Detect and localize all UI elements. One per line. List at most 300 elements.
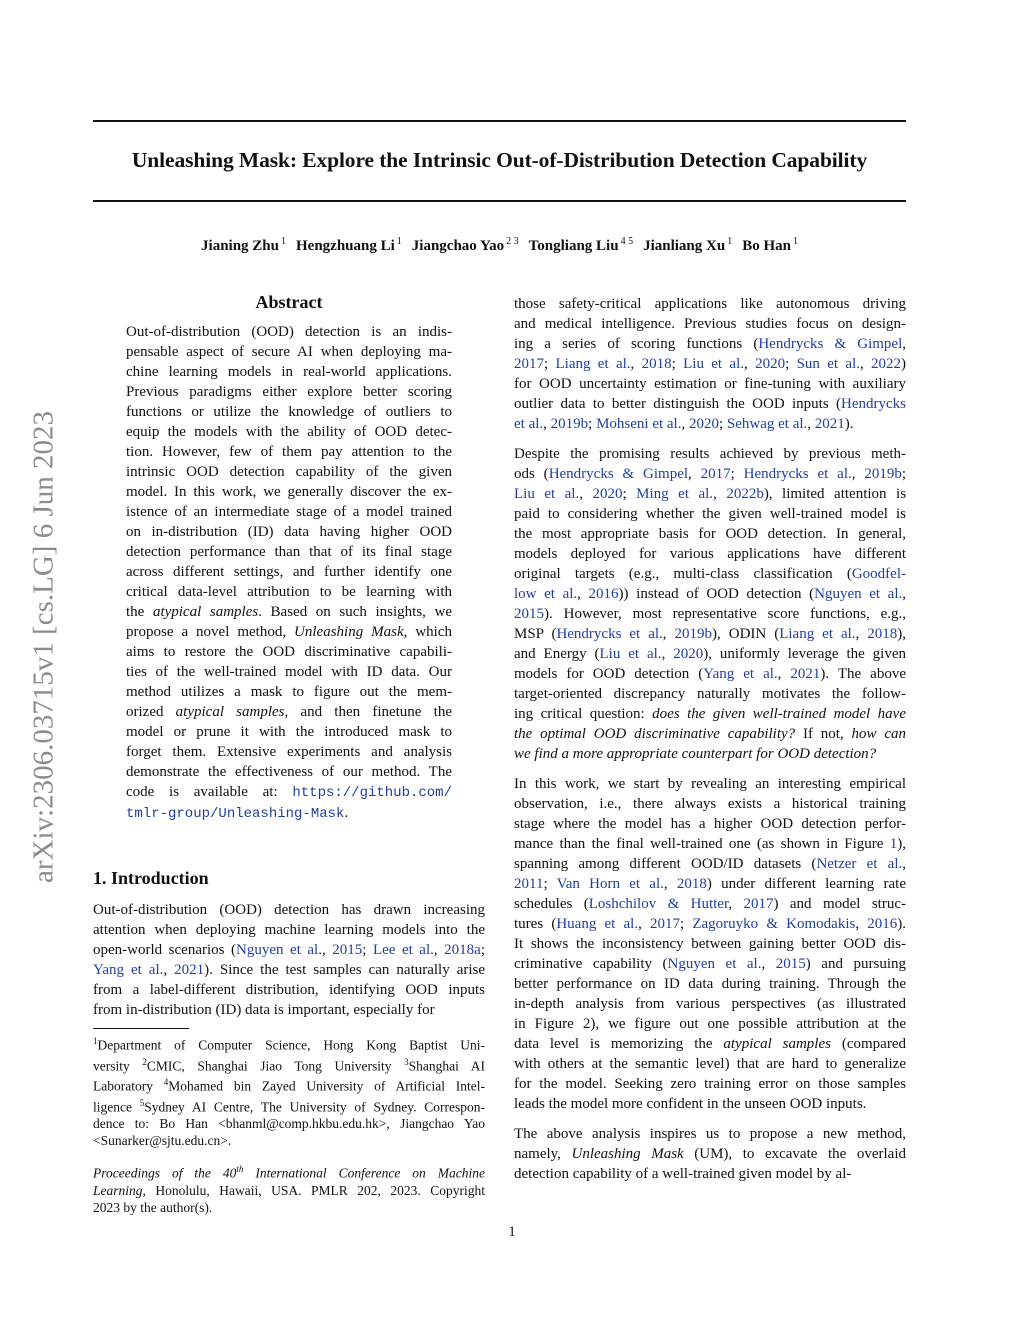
citation-link[interactable]: Yang et al. xyxy=(93,962,164,978)
author-name-text: Tongliang Liu xyxy=(528,238,619,254)
text-line xyxy=(514,684,906,704)
text-segment: ) and model struc- xyxy=(773,896,906,912)
text-segment: , xyxy=(902,586,906,602)
text-segment: intrinsic OOD detection capability of the given xyxy=(126,464,452,480)
citation-link[interactable]: 2020 xyxy=(755,356,786,372)
text-line xyxy=(126,322,452,342)
text-line xyxy=(514,644,906,664)
text-line xyxy=(514,414,906,434)
text-segment: 2023 by the author(s). xyxy=(93,1199,213,1215)
text-segment: stage where the model has a higher OOD detection perfor- xyxy=(514,816,906,832)
text-line xyxy=(514,954,906,974)
text-line xyxy=(514,374,906,394)
author-name xyxy=(529,236,633,255)
footnote-marker: 1 xyxy=(93,1036,98,1046)
italic-text: Unleashing Mask xyxy=(294,624,404,640)
italic-text: the optimal OOD discriminative capability? xyxy=(514,726,796,742)
text-segment: target-oriented discrepancy naturally motivates the follow- xyxy=(514,686,906,702)
author-name xyxy=(643,236,732,255)
text-line xyxy=(514,1094,906,1114)
affiliation-marker: 1 xyxy=(792,236,798,247)
text-segment: propose a novel method, xyxy=(126,624,295,640)
text-segment: , xyxy=(681,416,689,432)
citation-link[interactable]: 2019b xyxy=(550,416,589,432)
text-line xyxy=(514,564,906,584)
text-segment: ; xyxy=(671,356,684,372)
text-segment: . xyxy=(344,805,349,821)
left-column xyxy=(93,290,485,1216)
italic-text: International Conference on Machine xyxy=(243,1165,485,1181)
arxiv-identifier: arXiv:2306.03715v1 [cs.LG] 6 Jun 2023 xyxy=(27,410,60,884)
text-segment: , xyxy=(713,486,727,502)
citation-link[interactable]: Huang et al. xyxy=(556,916,639,932)
body-paragraph xyxy=(514,774,906,1114)
text-segment: attention when deploying machine learning models into the xyxy=(93,922,485,938)
text-segment: Mohamed bin Zayed University of Artificial Intel- xyxy=(168,1078,485,1094)
citation-link[interactable]: Sun et al. xyxy=(796,356,860,372)
text-segment: functions or utilize the knowledge of outliers to xyxy=(126,404,452,420)
citation-link[interactable]: 2015 xyxy=(332,942,363,958)
citation-link[interactable]: 2021 xyxy=(814,416,845,432)
citation-link[interactable]: Hendrycks & Gimpel xyxy=(758,336,903,352)
text-segment: Laboratory xyxy=(93,1078,164,1094)
introduction-paragraph xyxy=(93,900,485,1020)
text-line xyxy=(126,662,452,682)
text-segment: ). However, most representative score functions, e.g., xyxy=(544,606,906,622)
text-line xyxy=(514,464,906,484)
text-segment: models for OOD detection ( xyxy=(514,666,704,682)
text-segment: ; xyxy=(679,916,693,932)
citation-link[interactable]: 2017 xyxy=(700,466,731,482)
author-name-text: Jiangchao Yao xyxy=(411,238,505,254)
text-segment: orized xyxy=(126,704,176,720)
text-segment: ), uniformly leverage the given xyxy=(703,646,907,662)
text-segment: namely, xyxy=(514,1146,572,1162)
author-name xyxy=(412,236,519,255)
text-line xyxy=(126,442,452,462)
text-segment: for OOD uncertainty estimation or fine-tuning with auxiliary xyxy=(514,376,906,392)
text-line xyxy=(514,814,906,834)
citation-link[interactable]: 2020 xyxy=(592,486,623,502)
text-segment: ; xyxy=(362,942,373,958)
text-segment: models deployed for various applications have different xyxy=(514,546,906,562)
footnote-marker: 2 xyxy=(142,1056,147,1067)
citation-link[interactable]: 2019b xyxy=(674,626,713,642)
text-line xyxy=(514,524,906,544)
text-line xyxy=(126,622,452,642)
text-line xyxy=(514,484,906,504)
author-name xyxy=(201,236,286,255)
italic-text: Learning xyxy=(93,1182,143,1198)
text-segment: from in-distribution (ID) data is important, especially for xyxy=(93,1002,435,1018)
text-segment: ; xyxy=(622,486,637,502)
text-line xyxy=(514,1014,906,1034)
citation-link[interactable]: Yang et al. xyxy=(703,666,778,682)
text-segment: , xyxy=(688,466,701,482)
citation-link[interactable]: Van Horn et al. xyxy=(556,876,664,892)
citation-link[interactable]: 2017 xyxy=(649,916,680,932)
code-url-link[interactable]: https://github.com/ xyxy=(292,785,452,801)
text-segment: , xyxy=(433,942,445,958)
footnote-rule xyxy=(93,1028,189,1029)
title-bottom-rule xyxy=(93,200,906,202)
citation-link[interactable]: Lee et al. xyxy=(372,942,434,958)
citation-link[interactable]: et al. xyxy=(514,416,544,432)
text-segment: , xyxy=(902,856,906,872)
citation-link[interactable]: 1 xyxy=(889,836,898,852)
text-segment: Shanghai AI xyxy=(408,1058,485,1073)
text-segment: <Sunarker@sjtu.edu.cn>. xyxy=(93,1133,232,1148)
text-segment: . Based on such insights, we xyxy=(258,604,452,620)
text-segment: ), ODIN ( xyxy=(712,626,780,642)
citation-link[interactable]: 2017 xyxy=(514,356,544,372)
text-segment: the xyxy=(126,604,153,620)
citation-link[interactable]: 2022 xyxy=(871,356,902,372)
text-line xyxy=(126,722,452,742)
text-line xyxy=(514,584,906,604)
text-line xyxy=(93,1199,485,1216)
text-segment: demonstrate the effectiveness of our method. The xyxy=(126,764,452,780)
text-line xyxy=(126,682,452,702)
citation-link[interactable]: Hendrycks et al. xyxy=(743,466,852,482)
text-segment: aims to restore the OOD discriminative capabili- xyxy=(126,644,452,660)
text-segment: forget them. Extensive experiments and analysis xyxy=(126,744,452,760)
citation-link[interactable]: 2018 xyxy=(867,626,898,642)
text-segment: , xyxy=(777,666,791,682)
text-line xyxy=(514,314,906,334)
text-segment: ) under different learning rate xyxy=(706,876,906,892)
affiliations-footnote xyxy=(93,1033,485,1149)
text-line xyxy=(514,544,906,564)
text-segment: ; xyxy=(544,356,556,372)
text-line xyxy=(93,960,485,980)
citation-link[interactable]: 2018 xyxy=(676,876,707,892)
abstract-heading: Abstract xyxy=(255,292,323,312)
footnote-marker: 3 xyxy=(404,1056,409,1067)
text-segment: Department of Computer Science, Hong Kong Baptist Uni- xyxy=(97,1037,485,1053)
text-segment: , xyxy=(543,416,551,432)
text-line xyxy=(514,974,906,994)
text-segment: , xyxy=(577,586,589,602)
text-segment: ligence xyxy=(93,1099,140,1114)
text-line xyxy=(514,394,906,414)
text-line xyxy=(126,542,452,562)
footnote-marker: 5 xyxy=(139,1097,145,1108)
text-segment: open-world scenarios ( xyxy=(93,942,237,958)
author-name-text: Bo Han xyxy=(742,238,791,254)
text-segment: , xyxy=(851,466,865,482)
text-line xyxy=(514,354,906,374)
text-segment: code is available at: xyxy=(126,784,293,800)
text-segment: on in-distribution (ID) data having higher OOD xyxy=(126,524,452,540)
text-segment: ). xyxy=(844,416,854,432)
text-segment: , xyxy=(579,486,593,502)
text-segment: from a label-different distribution, identifying OOD inputs xyxy=(93,982,485,998)
citation-link[interactable]: Netzer et al. xyxy=(816,856,903,872)
text-line xyxy=(514,704,906,724)
text-segment: Despite the promising results achieved by previous meth- xyxy=(514,446,906,462)
text-segment: Out-of-distribution (OOD) detection has drawn increasing xyxy=(93,902,485,918)
citation-link[interactable]: 2020 xyxy=(688,416,719,432)
body-paragraph xyxy=(514,294,906,434)
text-segment: ; xyxy=(730,466,744,482)
text-line xyxy=(126,602,452,622)
text-line xyxy=(514,894,906,914)
text-line xyxy=(514,294,906,314)
text-line xyxy=(514,504,906,524)
citation-link[interactable]: 2022b xyxy=(726,486,764,502)
italic-text: we find a more appropriate counterpart for OOD detection? xyxy=(514,746,877,762)
text-line xyxy=(126,702,452,722)
text-line xyxy=(93,1095,485,1116)
citation-link[interactable]: Nguyen et al. xyxy=(667,956,762,972)
text-line xyxy=(514,1054,906,1074)
text-segment: and medical intelligence. Previous studies focus on design- xyxy=(514,316,906,332)
text-segment: ; xyxy=(785,356,797,372)
text-segment: mance than the final well-trained one (as shown in Figure xyxy=(514,836,890,852)
text-line xyxy=(126,642,452,662)
text-line xyxy=(93,1033,485,1054)
text-segment: , which xyxy=(403,624,452,640)
italic-text: does the given well-trained model have xyxy=(652,706,906,722)
text-segment: , xyxy=(630,356,642,372)
citation-link[interactable]: 2021 xyxy=(790,666,821,682)
text-segment: in Figure 2), we figure out one possible attribution at the xyxy=(514,1016,906,1032)
text-segment: CMIC, Shanghai Jiao Tong University xyxy=(146,1058,405,1073)
citation-link[interactable]: 2018a xyxy=(444,942,481,958)
affiliation-marker: 1 xyxy=(396,236,402,247)
text-line xyxy=(93,920,485,940)
text-segment: paid to considering whether the given well-trained model is xyxy=(514,506,906,522)
citation-link[interactable]: 2015 xyxy=(775,956,806,972)
text-line xyxy=(126,422,452,442)
text-segment: It shows the inconsistency between gaining better OOD dis- xyxy=(514,936,906,952)
text-segment: critical data-level attribution to be learning with xyxy=(126,584,452,600)
citation-link[interactable]: Sehwag et al. xyxy=(726,416,808,432)
text-line xyxy=(514,1164,906,1184)
page-number: 1 xyxy=(508,1224,516,1240)
body-paragraph xyxy=(514,1124,906,1184)
text-line xyxy=(514,774,906,794)
text-segment: spanning among different OOD/ID datasets ( xyxy=(514,856,817,872)
citation-link[interactable]: Hendrycks xyxy=(841,396,906,412)
text-segment: Previous paradigms either explore better scoring xyxy=(126,384,452,400)
text-line xyxy=(514,834,906,854)
text-segment: ). Since the test samples can naturally arise xyxy=(204,962,486,978)
text-line xyxy=(126,742,452,762)
citation-link[interactable]: Liang et al. xyxy=(555,356,631,372)
text-segment: method utilizes a mask to figure out the mem- xyxy=(126,684,452,700)
text-segment: ) xyxy=(901,356,907,372)
text-segment: leads the model more confident in the unseen OOD inputs. xyxy=(514,1096,867,1112)
introduction-heading: 1. Introduction xyxy=(93,868,209,888)
citation-link[interactable]: 2015 xyxy=(514,606,544,622)
text-segment: , xyxy=(902,336,907,352)
text-line xyxy=(514,604,906,624)
title-top-rule xyxy=(93,120,906,122)
text-segment: ; xyxy=(588,416,597,432)
text-line xyxy=(93,1115,485,1132)
author-name xyxy=(742,236,798,255)
italic-text: Unleashing Mask xyxy=(571,1146,684,1162)
text-segment: ; xyxy=(718,416,727,432)
text-segment: and Energy ( xyxy=(514,646,600,662)
affiliation-marker: 2 3 xyxy=(506,236,519,247)
right-column xyxy=(514,294,906,1194)
text-segment: , xyxy=(859,356,872,372)
text-line xyxy=(126,462,452,482)
text-line xyxy=(514,1074,906,1094)
citation-link[interactable]: Liu et al. xyxy=(683,356,744,372)
text-segment: , xyxy=(662,626,675,642)
text-segment: , xyxy=(321,942,333,958)
text-line xyxy=(126,762,452,782)
text-segment: in-depth analysis from various perspectives (as illustrated xyxy=(514,996,906,1012)
author-name xyxy=(296,236,402,255)
text-segment: istence of an intermediate stage of a model trained xyxy=(126,504,452,520)
paper-title: Unleashing Mask: Explore the Intrinsic Out-of-Distribution Detection Capability xyxy=(131,148,868,172)
affiliation-marker: 4 5 xyxy=(620,236,634,247)
body-paragraph xyxy=(514,444,906,764)
text-line xyxy=(93,980,485,1000)
citation-link[interactable]: Goodfel- xyxy=(851,566,906,582)
text-line xyxy=(126,562,452,582)
text-segment: ), xyxy=(897,626,907,642)
text-line xyxy=(514,994,906,1014)
author-name-text: Jianliang Xu xyxy=(643,238,726,254)
text-line xyxy=(514,444,906,464)
text-segment: , xyxy=(807,416,815,432)
text-line xyxy=(514,874,906,894)
citation-link[interactable]: Zagoruyko & Komodakis xyxy=(692,916,856,932)
text-line xyxy=(514,624,906,644)
citation-link[interactable]: Hendrycks & Gimpel xyxy=(548,466,689,482)
text-line xyxy=(514,1144,906,1164)
italic-text: atypical samples xyxy=(152,604,259,620)
text-line xyxy=(126,482,452,502)
text-segment: Sydney AI Centre, The University of Sydney. Correspon- xyxy=(144,1099,486,1114)
text-segment: with others at the semantic level) that are hard to generalize xyxy=(514,1056,906,1072)
text-segment: tures ( xyxy=(514,916,557,932)
citation-link[interactable]: Nguyen et al. xyxy=(236,942,322,958)
citation-link[interactable]: 2019b xyxy=(864,466,902,482)
text-segment: , xyxy=(761,956,776,972)
citation-link[interactable]: Liu et al. xyxy=(599,646,662,662)
italic-text: atypical samples xyxy=(723,1036,831,1052)
text-segment: (compared xyxy=(830,1036,906,1052)
citation-link[interactable]: 2016 xyxy=(588,586,619,602)
text-segment: tion. However, few of them pay attention to the xyxy=(126,444,452,460)
text-segment: , xyxy=(661,646,674,662)
text-segment: those safety-critical applications like autonomous driving xyxy=(514,296,906,312)
abstract-body xyxy=(126,322,452,824)
text-segment: , xyxy=(855,626,868,642)
text-segment: for the model. Seeking zero training error on those samples xyxy=(514,1076,906,1092)
citation-link[interactable]: 2016 xyxy=(867,916,898,932)
text-segment: ; xyxy=(901,466,907,482)
text-segment: data level is memorizing the xyxy=(514,1036,724,1052)
citation-link[interactable]: Ming et al. xyxy=(636,486,714,502)
proceedings-note xyxy=(93,1161,485,1216)
citation-link[interactable]: 2018 xyxy=(641,356,672,372)
text-segment: better performance on ID data during training. Through the xyxy=(514,976,906,992)
text-line xyxy=(126,782,452,803)
text-segment: If not, xyxy=(795,726,852,742)
text-line xyxy=(126,382,452,402)
text-segment: , and then finetune the xyxy=(284,704,452,720)
text-segment: ; xyxy=(543,876,557,892)
text-line xyxy=(514,1124,906,1144)
text-segment: detection capability of a well-trained given model by al- xyxy=(514,1166,852,1182)
citation-link[interactable]: Liang et al. xyxy=(779,626,856,642)
text-segment: ). xyxy=(897,916,906,932)
text-line xyxy=(514,914,906,934)
text-segment: across different settings, and further identify one xyxy=(126,564,452,580)
text-segment: ing critical question: xyxy=(514,706,653,722)
text-line xyxy=(93,1132,485,1149)
text-segment: MSP ( xyxy=(514,626,557,642)
text-segment: ods ( xyxy=(514,466,549,482)
text-segment: , xyxy=(855,916,868,932)
text-segment: the most appropriate basis for OOD detection. In general, xyxy=(514,526,906,542)
text-segment: chine learning models in real-world applications. xyxy=(126,364,452,380)
text-line xyxy=(93,900,485,920)
text-segment: criminative capability ( xyxy=(514,956,668,972)
author-name-text: Hengzhuang Li xyxy=(296,238,395,254)
text-segment: , xyxy=(728,896,744,912)
citation-link[interactable]: Liu et al. xyxy=(514,486,580,502)
citation-link[interactable]: 2017 xyxy=(743,896,774,912)
author-list xyxy=(93,236,906,255)
text-line xyxy=(514,1034,906,1054)
text-line xyxy=(514,744,906,764)
text-line xyxy=(126,522,452,542)
italic-text: Proceedings of the 40 xyxy=(93,1165,237,1181)
citation-link[interactable]: low et al. xyxy=(514,586,578,602)
text-line xyxy=(514,794,906,814)
text-segment: equip the models with the ability of OOD detec- xyxy=(126,424,452,440)
citation-link[interactable]: Hendrycks et al. xyxy=(556,626,663,642)
text-segment: , xyxy=(163,962,175,978)
citation-link[interactable]: 2011 xyxy=(514,876,544,892)
text-segment: model. In this work, we generally discover the ex- xyxy=(126,484,452,500)
text-line xyxy=(514,854,906,874)
citation-link[interactable]: Mohseni et al. xyxy=(596,416,682,432)
text-segment: ties of the well-trained model with ID data. Our xyxy=(126,664,452,680)
text-line xyxy=(93,1054,485,1075)
text-segment: ) and pursuing xyxy=(805,956,907,972)
text-segment: ing a series of scoring functions ( xyxy=(514,336,759,352)
text-line xyxy=(126,402,452,422)
text-segment: versity xyxy=(93,1058,143,1073)
text-line xyxy=(126,803,452,824)
text-segment: ), limited attention is xyxy=(763,486,907,502)
text-segment: , xyxy=(663,876,677,892)
text-line xyxy=(93,1074,485,1095)
citation-link[interactable]: Nguyen et al. xyxy=(814,586,903,602)
text-line xyxy=(93,1161,485,1182)
text-segment: ). The above xyxy=(820,666,907,682)
text-line xyxy=(514,334,906,354)
text-line xyxy=(126,362,452,382)
citation-link[interactable]: Loshchilov & Hutter xyxy=(588,896,729,912)
citation-link[interactable]: 2021 xyxy=(174,962,205,978)
affiliation-marker: 1 xyxy=(727,236,733,247)
text-segment: dence to: Bo Han <bhanml@comp.hkbu.edu.hk>, Jiangchao Yao xyxy=(93,1116,485,1131)
code-url-link[interactable]: tmlr-group/Unleashing-Mask xyxy=(126,806,345,822)
citation-link[interactable]: 2020 xyxy=(673,646,704,662)
text-line xyxy=(93,1182,485,1199)
